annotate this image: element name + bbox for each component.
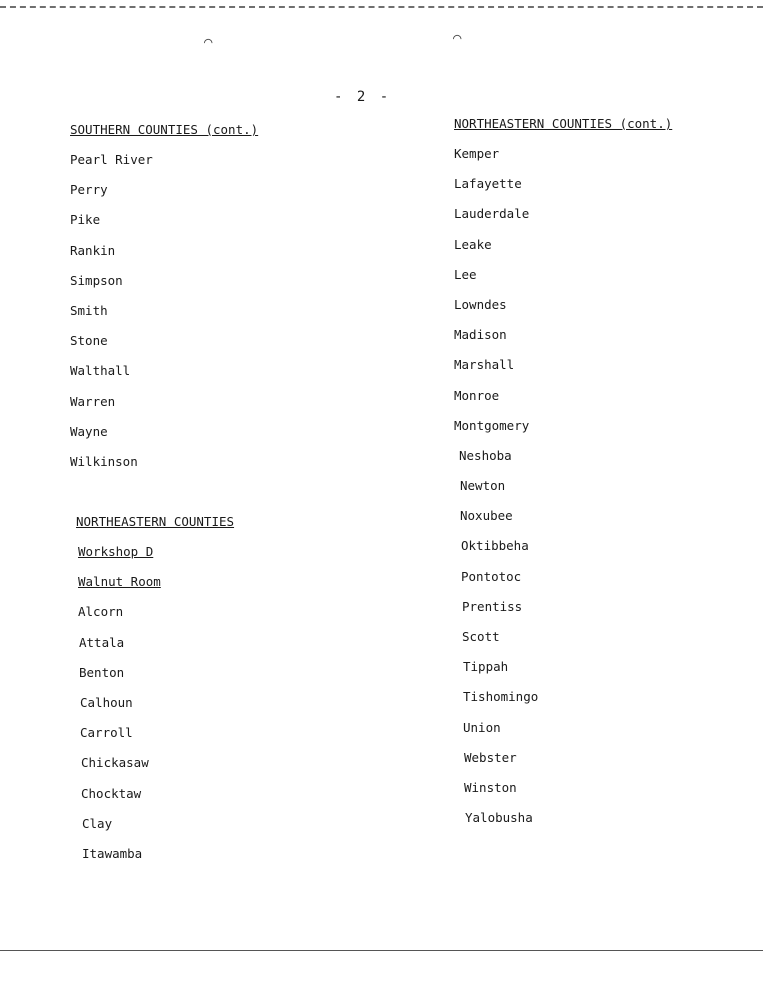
list-item: Benton [79,664,125,680]
room-label: Walnut Room [78,574,161,590]
list-item: Marshall [454,357,515,373]
workshop-label: Workshop D [78,544,154,560]
list-item: Alcorn [78,604,124,620]
list-item: Itawamba [82,845,143,861]
left-column [70,120,258,874]
list-item: Lee [454,266,477,282]
top-scan-edge [0,0,763,8]
list-item: Union [463,719,501,735]
list-item: Simpson [70,272,123,288]
list-item: Pontotoc [461,568,522,584]
list-item: Pearl River [70,152,153,167]
list-item: Noxubee [460,508,513,524]
list-item: Clay [82,815,113,831]
list-item: Walthall [70,363,131,379]
list-item: Calhoun [80,695,133,710]
section-heading-northeastern-cont: NORTHEASTERN COUNTIES (cont.) [454,116,673,131]
list-item: Carroll [80,725,133,741]
list-item: Lafayette [454,176,522,192]
list-item: Stone [70,333,108,349]
list-item: Tishomingo [463,689,539,705]
page-number: - 2 - [334,89,392,105]
list-item: Oktibbeha [461,538,529,554]
list-item: Wilkinson [70,453,138,469]
scan-mark: ⌒ [453,30,462,46]
list-item: Smith [70,302,108,318]
list-item: Pike [70,212,101,228]
list-item: Rankin [70,242,116,258]
list-item: Leake [454,236,492,252]
list-item: Attala [79,634,125,650]
list-item: Chickasaw [81,755,149,771]
list-item: Tippah [463,659,509,675]
list-item: Winston [464,779,517,795]
section-heading-northeastern: NORTHEASTERN COUNTIES [76,514,235,530]
list-item: Neshoba [459,447,512,463]
list-item: Scott [462,629,500,644]
right-column [454,114,672,838]
list-item: Webster [464,749,517,765]
list-item: Newton [460,478,506,494]
bottom-scan-edge [0,950,763,951]
list-item: Lowndes [454,296,507,312]
list-item: Kemper [454,146,500,161]
list-item: Wayne [70,423,108,439]
list-item: Montgomery [454,417,530,433]
list-item: Prentiss [462,598,523,614]
list-item: Warren [70,393,116,409]
scan-mark: ⌒ [204,34,213,50]
list-item: Yalobusha [465,810,533,826]
list-item: Chocktaw [81,785,142,801]
list-item: Monroe [454,387,500,403]
list-item: Madison [454,327,507,343]
section-heading-southern: SOUTHERN COUNTIES (cont.) [70,122,259,137]
list-item: Perry [70,182,108,198]
list-item: Lauderdale [454,206,530,222]
